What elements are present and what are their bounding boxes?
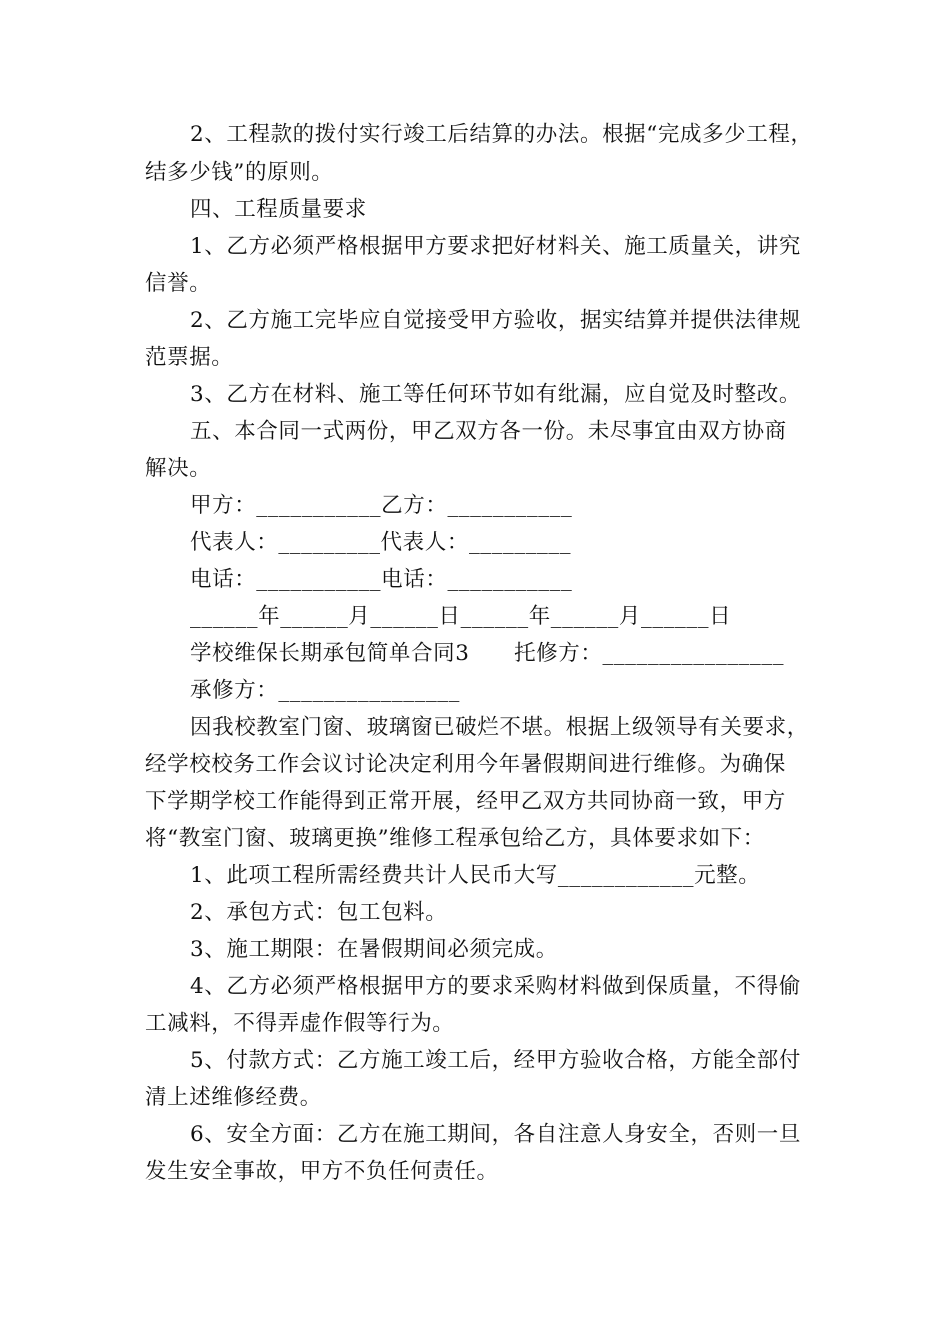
paragraph-line: 解决。: [145, 456, 212, 481]
paragraph-line: 工减料，不得弄虚作假等行为。: [145, 1011, 455, 1036]
paragraph-line: 2、承包方式：包工包料。: [190, 900, 448, 925]
paragraph-line: 4、乙方必须严格根据甲方的要求采购材料做到保质量，不得偷: [190, 974, 801, 999]
paragraph-line: 范票据。: [145, 345, 234, 370]
paragraph-line: 5、付款方式：乙方施工竣工后，经甲方验收合格，方能全部付: [190, 1048, 801, 1073]
paragraph-line: 发生安全事故，甲方不负任何责任。: [145, 1159, 499, 1184]
paragraph-line: 6、安全方面：乙方在施工期间，各自注意人身安全，否则一旦: [190, 1122, 801, 1147]
paragraph-line: 1、此项工程所需经费共计人民币大写____________元整。: [190, 863, 761, 888]
paragraph-line: 2、工程款的拨付实行竣工后结算的办法。根据“完成多少工程，: [190, 122, 813, 147]
paragraph-line: 2、乙方施工完毕应自觉接受甲方验收，据实结算并提供法律规: [190, 308, 801, 333]
paragraph-line: 结多少钱”的原则。: [145, 160, 334, 185]
paragraph-line: 清上述维修经费。: [145, 1085, 322, 1110]
signature-line-party: 甲方：___________乙方：___________: [190, 493, 573, 518]
paragraph-line: 1、乙方必须严格根据甲方要求把好材料关、施工质量关，讲究: [190, 234, 801, 259]
paragraph-line: 将“教室门窗、玻璃更换”维修工程承包给乙方，具体要求如下：: [145, 826, 765, 851]
paragraph-line: 经学校校务工作会议讨论决定利用今年暑假期间进行维修。为确保: [145, 752, 786, 777]
section-heading: 四、工程质量要求: [190, 197, 367, 222]
section-heading: 五、本合同一式两份，甲乙双方各一份。未尽事宜由双方协商: [190, 419, 787, 444]
paragraph-line: 因我校教室门窗、玻璃窗已破烂不堪。根据上级领导有关要求，: [190, 715, 809, 740]
repairer-line: 承修方：________________: [190, 678, 461, 703]
paragraph-line: 信誉。: [145, 271, 212, 296]
paragraph-line: 3、乙方在材料、施工等任何环节如有纰漏，应自觉及时整改。: [190, 382, 801, 407]
signature-line-phone: 电话：___________电话：___________: [190, 567, 573, 592]
signature-line-date: ______年______月______日______年______月______日: [190, 604, 732, 629]
paragraph-line: 3、施工期限：在暑假期间必须完成。: [190, 937, 558, 962]
contract-title-line: 学校维保长期承包简单合同3 托修方：________________: [190, 641, 785, 666]
signature-line-representative: 代表人：_________代表人：_________: [190, 530, 572, 555]
paragraph-line: 下学期学校工作能得到正常开展，经甲乙双方共同协商一致，甲方: [145, 789, 786, 814]
